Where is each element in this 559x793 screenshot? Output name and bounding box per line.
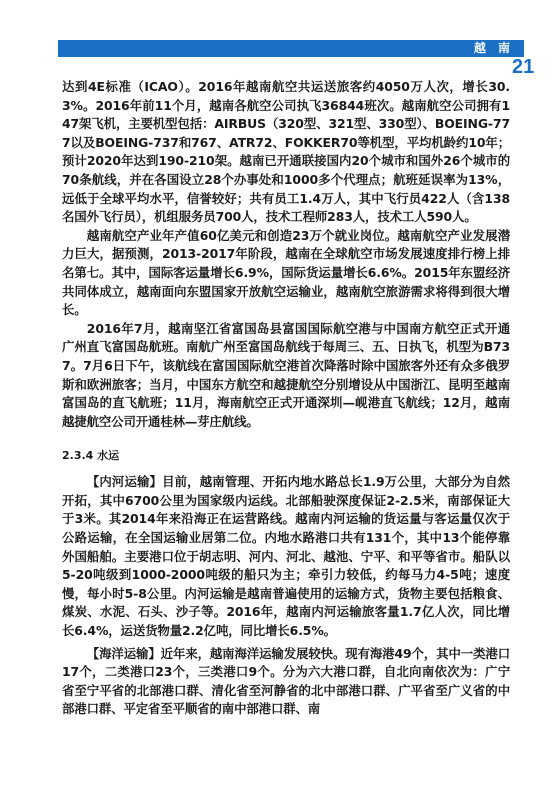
page-body <box>62 78 510 719</box>
section-heading-water-transport: 2.3.4 水运 <box>62 449 120 463</box>
page-number: 21 <box>512 56 535 78</box>
paragraph-aviation-2: 越南航空产业年产值60亿美元和创造23万个就业岗位。越南航空产业发展潜力巨大，据预测，2013-2017年阶段，越南在全球航空市场发展速度排行榜上排名第七。其中，国际客运量增长6.9%，国际货运量增长6.6%。2015年东盟经济共同体成立，越南面向东盟国家开放航空运输业，越南航空旅游需求将得到很大增长。 <box>62 227 510 318</box>
chapter-header-bar <box>58 40 524 57</box>
paragraph-aviation-1: 达到4E标准（ICAO）。2016年越南航空共运送旅客约4050万人次，增长30.3%。2016年前11个月，越南各航空公司执飞36844班次。越南航空公司拥有147架飞机，主要机型包括：AIRBUS（320型、321型、330型）、BOEING-777以及BOEING-737和767、ATR72、FOKKER70等机型，平均机龄约10年；预计2020年达到190-210架。越南已开通联接国内20个城市和国外26个城市的70条航线，并在各国设立28个办事处和1000多个代理点；航班延误率为13%，远低于全球平均水平，信誉较好；共有员工1.4万人，其中飞行员422人（含138名国外飞行员），机组服务员700人，技术工程师283人，技术工人590人。 <box>62 79 510 225</box>
paragraph-maritime: 【海洋运输】近年来，越南海洋运输发展较快。现有海港49个，其中一类港口17个，二类港口23个，三类港口9个。分为六大港口群，自北向南依次为：广宁省至宁平省的北部港口群、清化省至河静省的北中部港口群、广平省至广义省的中部港口群、平定省至平顺省的南中部港口群、南 <box>62 645 510 717</box>
paragraph-inland-water: 【内河运输】目前，越南管理、开拓内地水路总长1.9万公里，大部分为自然开拓，其中6700公里为国家级内运线。北部船驶深度保证2-2.5米，南部保证大于3米。其2014年来沿海正在运营路线。越南内河运输的货运量与客运量仅次于公路运输，在全国运输业居第二位。内地水路港口共有131个，其中13个能停靠外国船舶。主要港口位于胡志明、河内、河北、越池、宁平、和平等省市。船队以5-20吨级到1000-2000吨级的船只为主；牵引力较低，约每马力4-5吨；速度慢，每小时5-8公里。内河运输是越南普遍使用的运输方式，货物主要包括粮食、煤炭、水泥、石头、沙子等。2016年，越南内河运输旅客量1.7亿人次，同比增长6.4%，运送货物量2.2亿吨，同比增长6.5%。 <box>62 474 510 639</box>
paragraph-aviation-3: 2016年7月，越南坚江省富国岛县富国国际航空港与中国南方航空正式开通广州直飞富国岛航班。南航广州至富国岛航线于每周三、五、日执飞，机型为B737。7月6日下午，该航线在富国国际航空港首次降落时除中国旅客外还有众多俄罗斯和欧洲旅客；当月，中国东方航空和越捷航空分别增设从中国浙江、昆明至越南富国岛的直飞航班；11月，海南航空正式开通深圳—岘港直飞航线；12月，越南越捷航空公司开通桂林—芽庄航线。 <box>62 320 510 429</box>
chapter-label: 越 南 <box>473 41 514 55</box>
